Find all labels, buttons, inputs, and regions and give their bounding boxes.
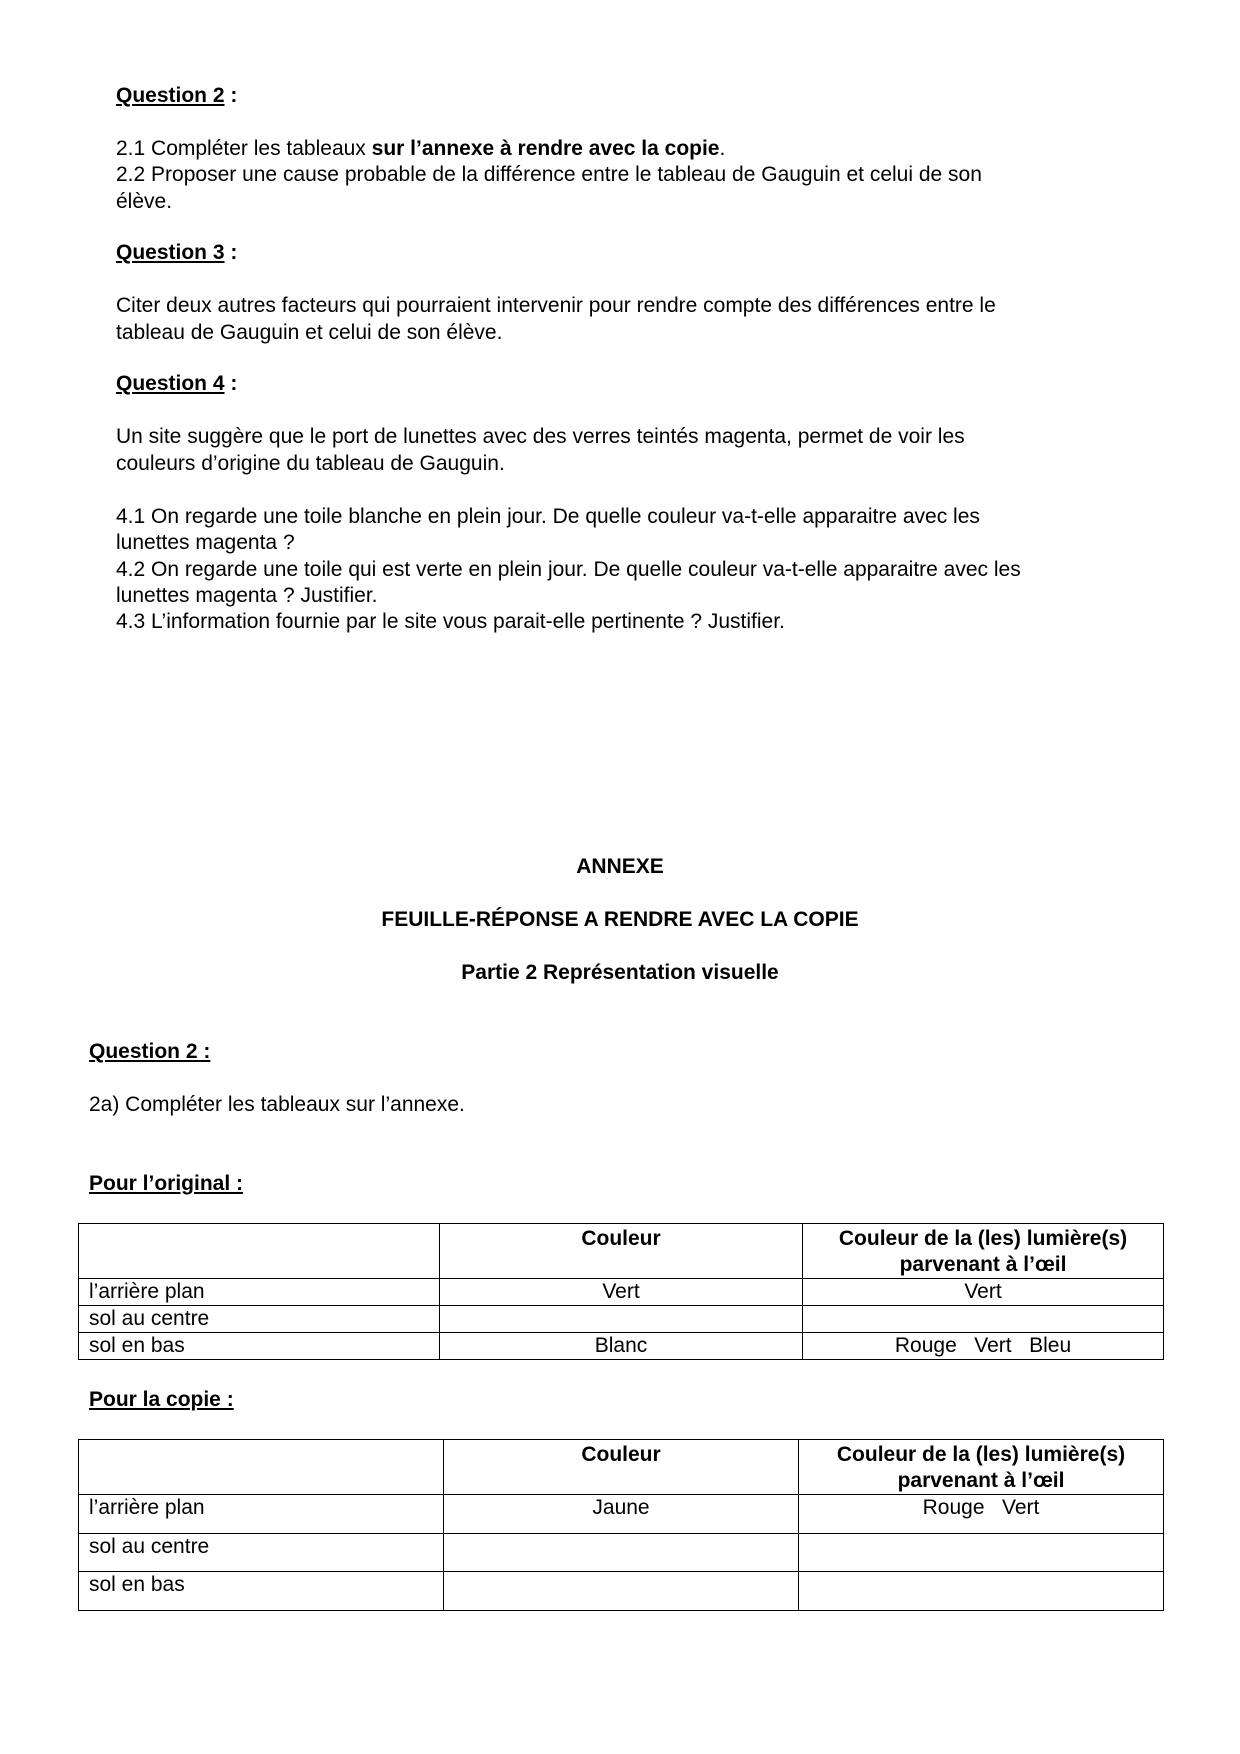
table-copie: [78, 1439, 1164, 1611]
cell-lumiere: [803, 1306, 1164, 1333]
annexe-subtitle: FEUILLE-RÉPONSE A RENDRE AVEC LA COPIE: [381, 908, 859, 931]
question-3-colon: :: [224, 241, 238, 264]
table-original-caption: Pour l’original :: [89, 1172, 244, 1195]
annexe-question: Question 2 :: [89, 1040, 211, 1063]
table-row: [79, 1306, 1164, 1333]
table-row: [79, 1333, 1164, 1360]
q4-line-3: 4.1 On regarde une toile blanche en plein jour. De quelle couleur va-t-elle apparaitre avec les: [116, 505, 980, 528]
question-4-colon: :: [224, 372, 238, 395]
annexe-title: ANNEXE: [576, 855, 664, 878]
question-3-heading: [116, 239, 237, 266]
table-row: [79, 1534, 1164, 1572]
row-label: sol au centre: [79, 1306, 440, 1333]
question-2-colon: :: [224, 84, 238, 107]
q3-line-1: Citer deux autres facteurs qui pourraient intervenir pour rendre compte des différences entre le: [116, 294, 996, 317]
header-lumiere: [799, 1440, 1164, 1495]
table-header-row: [79, 1440, 1164, 1495]
table-row: [79, 1572, 1164, 1611]
table-row: [79, 1279, 1164, 1306]
cell-lumiere: [799, 1534, 1164, 1572]
q4-line-2: couleurs d’origine du tableau de Gauguin.: [116, 452, 505, 475]
question-2-heading: [116, 82, 237, 109]
row-label: sol en bas: [79, 1572, 444, 1611]
q4-line-1: Un site suggère que le port de lunettes avec des verres teintés magenta, permet de voir les: [116, 425, 965, 448]
header-couleur: Couleur: [440, 1224, 803, 1279]
cell-lumiere: [799, 1572, 1164, 1611]
q4-line-5: 4.2 On regarde une toile qui est verte en plein jour. De quelle couleur va-t-elle apparaitre avec les: [116, 558, 1021, 581]
row-label: l’arrière plan: [79, 1495, 444, 1534]
cell-couleur: Vert: [440, 1279, 803, 1306]
cell-lumiere: Vert: [803, 1279, 1164, 1306]
row-label: sol au centre: [79, 1534, 444, 1572]
q2-line-1: [116, 135, 725, 162]
table-original: [78, 1223, 1164, 1360]
header-lumiere: [803, 1224, 1164, 1279]
q2-line-2: 2.2 Proposer une cause probable de la différence entre le tableau de Gauguin et celui de son: [116, 163, 982, 186]
cell-couleur: [444, 1572, 799, 1611]
q3-line-2: tableau de Gauguin et celui de son élève.: [116, 321, 503, 344]
q4-line-4: lunettes magenta ?: [116, 531, 295, 554]
row-label: l’arrière plan: [79, 1279, 440, 1306]
question-4-title: Question 4: [116, 372, 225, 395]
row-label: sol en bas: [79, 1333, 440, 1360]
header-lumiere-line-1: Couleur de la (les) lumière(s): [836, 1443, 1126, 1466]
cell-couleur: Blanc: [440, 1333, 803, 1360]
header-empty: [79, 1224, 440, 1279]
cell-couleur: [440, 1306, 803, 1333]
table-row: [79, 1495, 1164, 1534]
header-lumiere-line-1: Couleur de la (les) lumière(s): [838, 1227, 1128, 1250]
header-couleur: Couleur: [444, 1440, 799, 1495]
q2-line-3: élève.: [116, 190, 173, 213]
table-copie-caption: Pour la copie :: [89, 1388, 234, 1411]
question-4-heading: [116, 370, 237, 397]
q4-line-7: 4.3 L’information fournie par le site vous parait-elle pertinente ? Justifier.: [116, 610, 785, 633]
cell-couleur: [444, 1534, 799, 1572]
header-lumiere-line-2: parvenant à l’œil: [897, 1469, 1065, 1492]
q2-line-1-post: .: [719, 137, 726, 160]
q2-line-1-pre: 2.1 Compléter les tableaux: [116, 137, 372, 160]
question-2-title: Question 2: [116, 84, 225, 107]
annexe-part: Partie 2 Représentation visuelle: [461, 961, 779, 984]
header-lumiere-line-2: parvenant à l’œil: [899, 1253, 1067, 1276]
header-empty: [79, 1440, 444, 1495]
question-3-title: Question 3: [116, 241, 225, 264]
annexe-instruction: 2a) Compléter les tableaux sur l’annexe.: [89, 1093, 465, 1116]
cell-lumiere: Rouge Vert Bleu: [803, 1333, 1164, 1360]
cell-lumiere: Rouge Vert: [799, 1495, 1164, 1534]
table-header-row: [79, 1224, 1164, 1279]
q2-line-1-bold: sur l’annexe à rendre avec la copie: [371, 137, 720, 160]
q4-line-6: lunettes magenta ? Justifier.: [116, 584, 378, 607]
cell-couleur: Jaune: [444, 1495, 799, 1534]
